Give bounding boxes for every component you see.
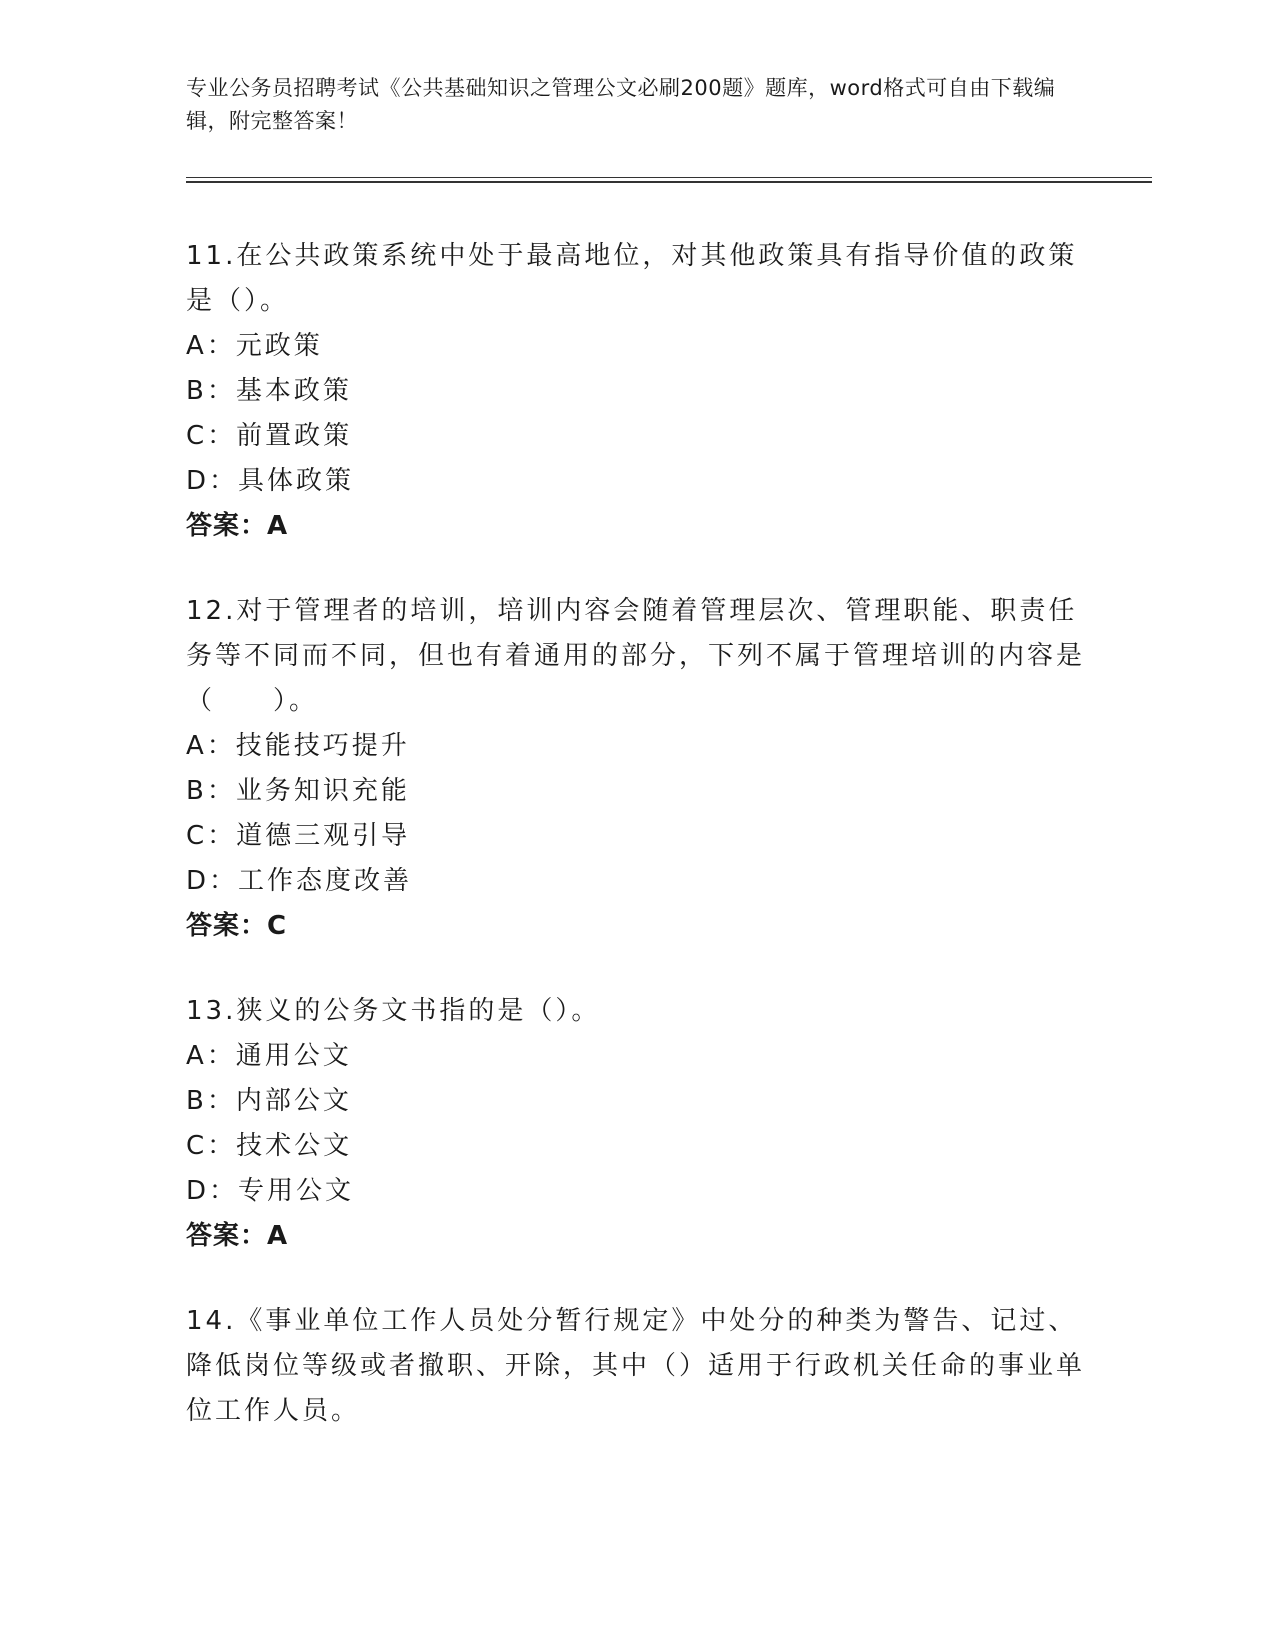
option-d: D：工作态度改善 <box>186 866 413 896</box>
question-list <box>186 234 1086 1473</box>
question-14 <box>186 1299 1086 1434</box>
answer-line: 答案：A <box>186 1221 289 1251</box>
question-13 <box>186 989 1086 1260</box>
option-b: B：内部公文 <box>186 1086 352 1116</box>
answer-line: 答案：C <box>186 911 288 941</box>
option-b: B：基本政策 <box>186 376 352 406</box>
question-stem: 11.在公共政策系统中处于最高地位，对其他政策具有指导价值的政策是（）。 <box>186 241 1078 316</box>
document-header: 专业公务员招聘考试《公共基础知识之管理公文必刷200题》题库，word格式可自由下载编辑，附完整答案！ <box>186 76 1056 133</box>
header-divider-thin <box>186 177 1152 178</box>
question-stem: 12.对于管理者的培训，培训内容会随着管理层次、管理职能、职责任务等不同而不同，但也有着通用的部分，下列不属于管理培训的内容是（ ）。 <box>186 596 1086 716</box>
option-d: D：具体政策 <box>186 466 355 496</box>
answer-line: 答案：A <box>186 511 289 541</box>
header-divider-thick <box>186 181 1152 183</box>
option-d: D：专用公文 <box>186 1176 355 1206</box>
question-stem: 13.狭义的公务文书指的是（）。 <box>186 996 601 1026</box>
option-a: A：技能技巧提升 <box>186 731 410 761</box>
option-a: A：通用公文 <box>186 1041 352 1071</box>
option-a: A：元政策 <box>186 331 323 361</box>
option-b: B：业务知识充能 <box>186 776 410 806</box>
option-c: C：技术公文 <box>186 1131 353 1161</box>
question-11 <box>186 234 1086 550</box>
question-stem: 14.《事业单位工作人员处分暂行规定》中处分的种类为警告、记过、降低岗位等级或者撤职、开除，其中（）适用于行政机关任命的事业单位工作人员。 <box>186 1306 1086 1426</box>
question-12 <box>186 589 1086 950</box>
option-c: C：道德三观引导 <box>186 821 411 851</box>
option-c: C：前置政策 <box>186 421 353 451</box>
